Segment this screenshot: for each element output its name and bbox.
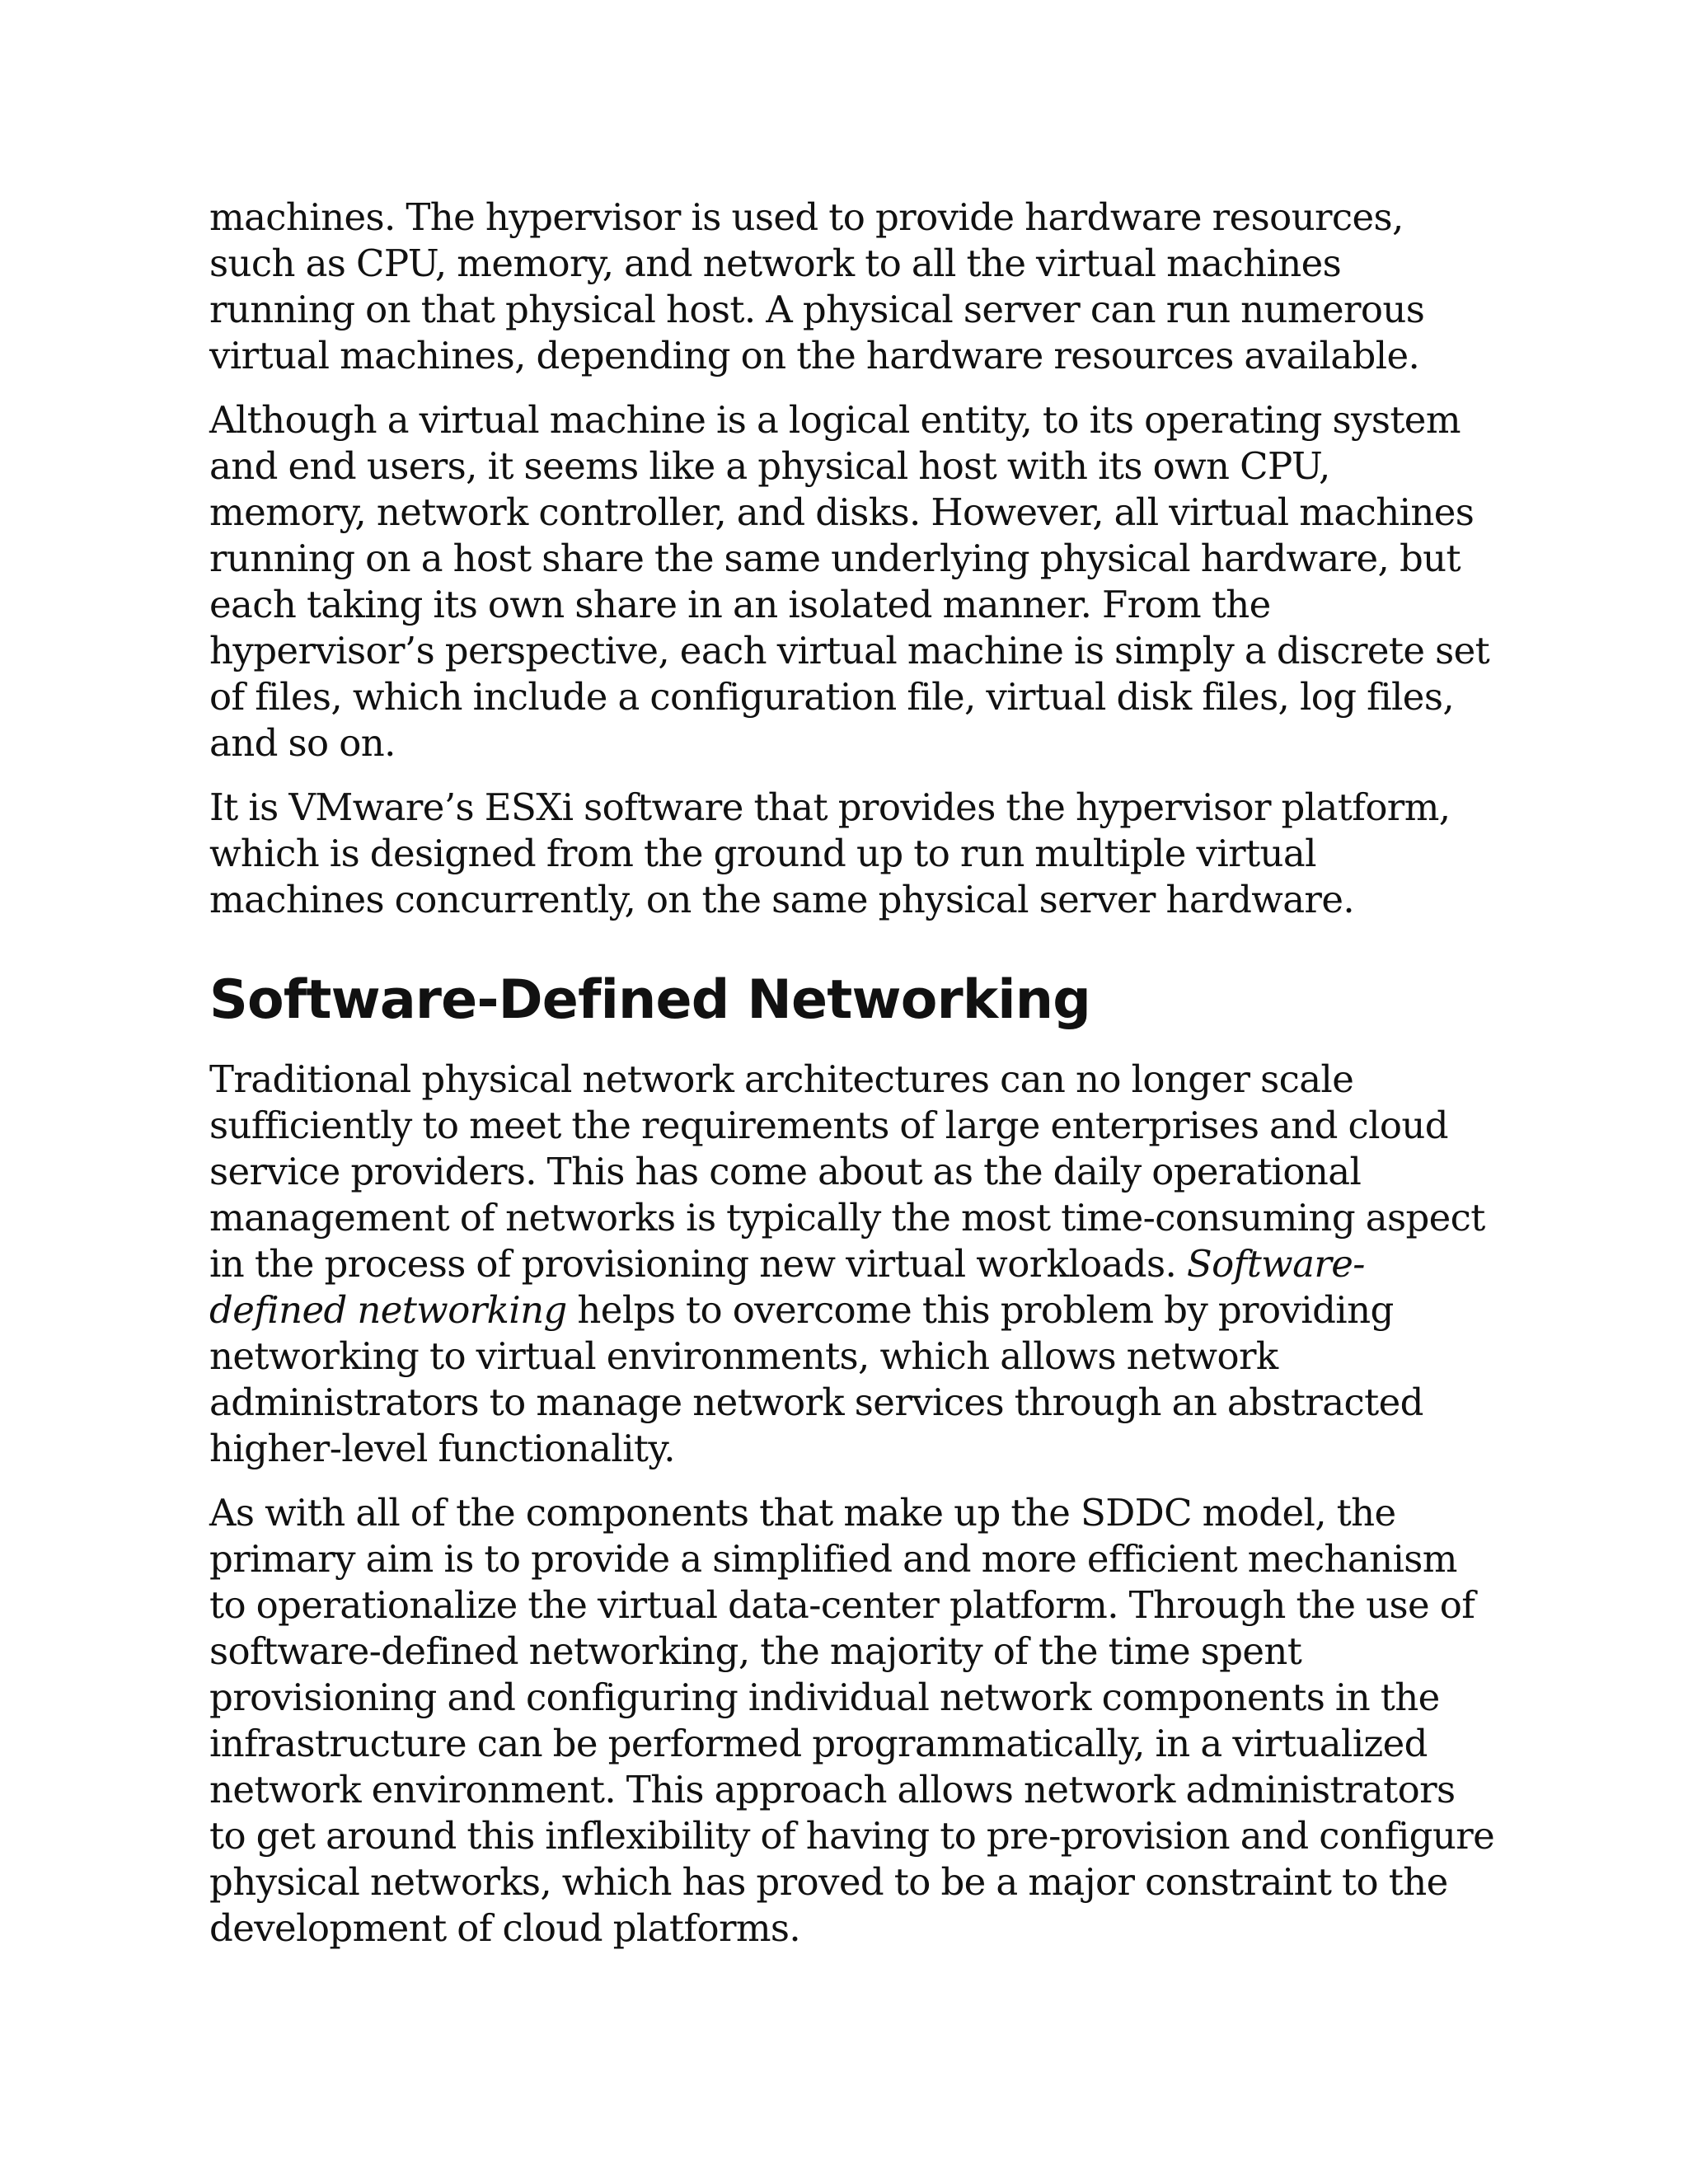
sdn-intro-lead: Traditional physical network architectures can no longer scale sufficiently to meet the requirements of large enterprises and cloud service providers. This has come about as the daily operational management of networks is typically the most time-consuming aspect in the process of provisioning new virtual workloads. (209, 1057, 1485, 1286)
page-body (209, 194, 1495, 1970)
section-heading: Software-Defined Networking (209, 969, 1090, 1031)
paragraph-virtual-machine-entity: Although a virtual machine is a logical entity, to its operating system and end users, it seems like a physical host with its own CPU, memory, network controller, and disks. However, all virtual machines running on a host share the same underlying physical hardware, but each taking its own share in an isolated manner. From the hypervisor’s perspective, each virtual machine is simply a discrete set of files, which include a configuration file, virtual disk files, log files, and so on. (209, 398, 1490, 765)
sdn-term: Software-defined networking (209, 1242, 1365, 1332)
paragraph-sdn-intro (209, 1057, 1495, 1472)
paragraph-sddc-model: As with all of the components that make up the SDDC model, the primary aim is to provide a simplified and more efficient mechanism to operationalize the virtual data-center platform. Through the use of software-defined networking, the majority of the time spent provisioning and configuring individual network components in the infrastructure can be performed programmatically, in a virtualized network environment. This approach allows network administrators to get around this inflexibility of having to pre-provision and configure physical networks, which has proved to be a major constraint to the development of cloud platforms. (209, 1491, 1495, 1950)
paragraph-esxi: It is VMware’s ESXi software that provides the hypervisor platform, which is designed from the ground up to run multiple virtual machines concurrently, on the same physical server hardware. (209, 785, 1451, 921)
sdn-intro-tail: helps to overcome this problem by providing networking to virtual environments, which allows network administrators to manage network services through an abstracted higher-level functionality. (209, 1288, 1423, 1470)
paragraph-hypervisor-resources: machines. The hypervisor is used to provide hardware resources, such as CPU, memory, and network to all the virtual machines running on that physical host. A physical server can run numerous virtual machines, depending on the hardware resources available. (209, 195, 1425, 377)
